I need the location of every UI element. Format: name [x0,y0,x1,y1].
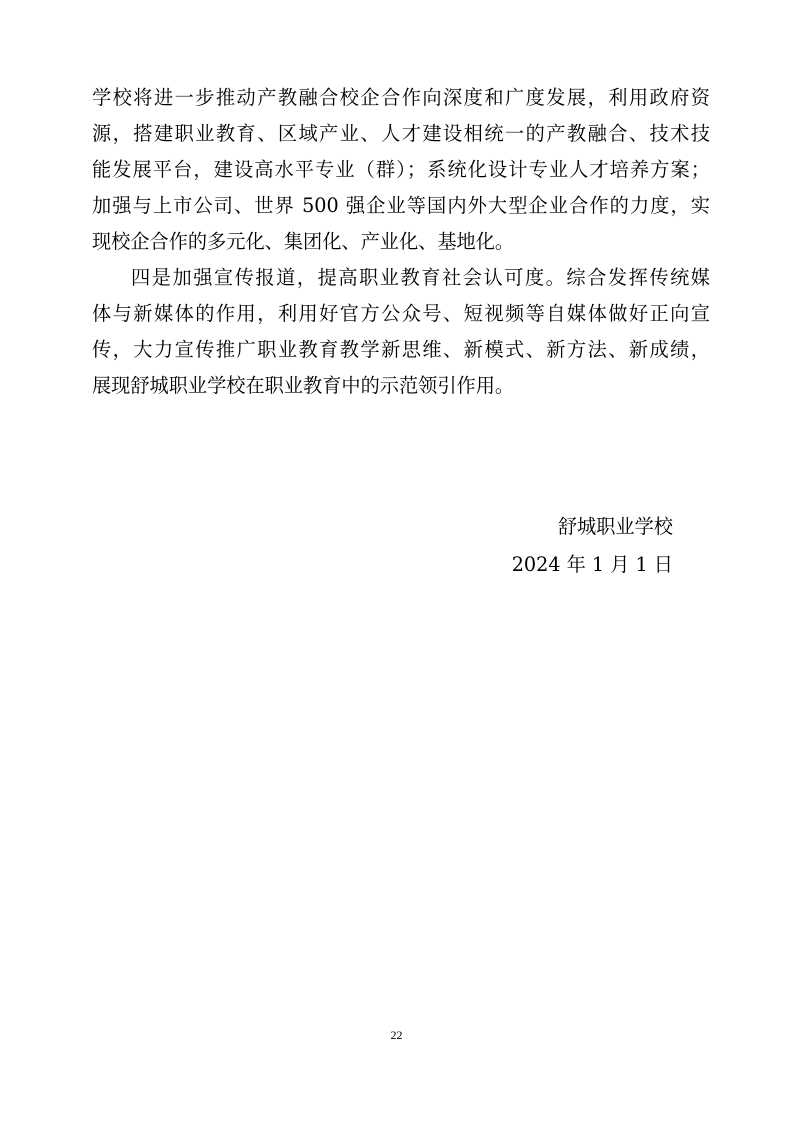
paragraph-2-line-4: 展现舒城职业学校在职业教育中的示范领引作用。 [92,374,515,397]
signature-organization: 舒城职业学校 [557,515,673,538]
paragraph-2-line-3: 传，大力宣传推广职业教育教学新思维、新模式、新方法、新成绩， [92,338,710,361]
page-number: 22 [390,1028,403,1042]
paragraph-1-line-2: 源，搭建职业教育、区域产业、人才建设相统一的产教融合、技术技 [92,122,710,145]
paragraph-2-line-2: 体与新媒体的作用，利用好官方公众号、短视频等自媒体做好正向宣 [92,302,710,325]
signature-date: 2024 年 1 月 1 日 [511,553,673,576]
paragraph-1-line-5: 现校企合作的多元化、集团化、产业化、基地化。 [92,230,515,253]
paragraph-1-line-4: 加强与上市公司、世界 500 强企业等国内外大型企业合作的力度，实 [92,194,710,217]
signature-block [512,508,673,584]
paragraph-2-line-1: 四是加强宣传报道，提高职业教育社会认可度。综合发挥传统媒 [131,266,710,289]
paragraph-1-line-1: 学校将进一步推动产教融合校企合作向深度和广度发展，利用政府资 [92,86,710,109]
body-text [92,80,710,404]
paragraph-1-line-3: 能发展平台，建设高水平专业（群）；系统化设计专业人才培养方案； [92,158,710,181]
